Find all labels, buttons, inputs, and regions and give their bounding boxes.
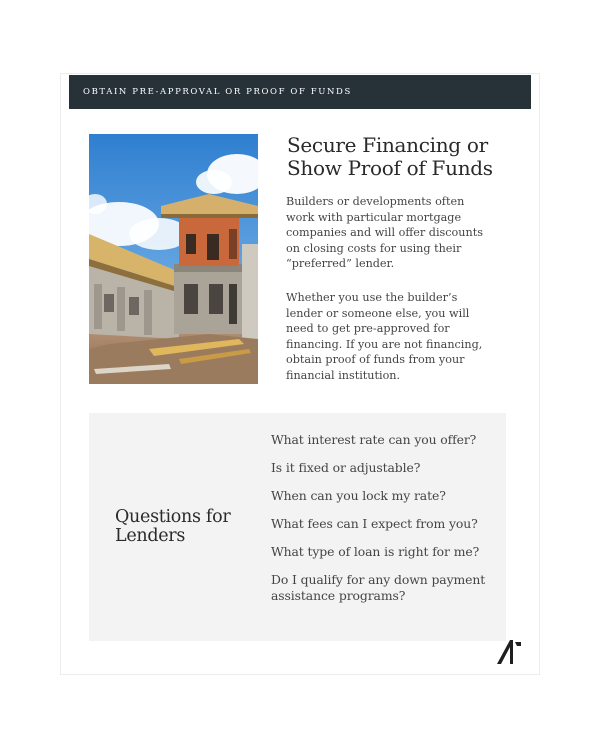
question-item: What type of loan is right for me? xyxy=(271,544,480,559)
question-item: Is it fixed or adjustable? xyxy=(271,460,421,475)
brand-logo-icon xyxy=(497,640,523,664)
question-item: What interest rate can you offer? xyxy=(271,432,477,447)
body-paragraph-1: Builders or developments often work with particular mortgage companies and will offer discounts on closing costs for using their “preferred” lender. xyxy=(286,195,483,271)
questions-heading: Questions for Lenders xyxy=(115,507,231,546)
question-item: When can you lock my rate? xyxy=(271,488,446,503)
section-title: Secure Financing or Show Proof of Funds xyxy=(287,133,493,180)
questions-list xyxy=(271,432,499,616)
section-header-title: OBTAIN PRE-APPROVAL OR PROOF OF FUNDS xyxy=(83,87,352,97)
body-paragraph-2: Whether you use the builder’s lender or someone else, you will need to get pre-approved for financing. If you are not financing, obtain proof of funds from your financial institution. xyxy=(286,291,483,382)
house-under-construction-photo xyxy=(89,134,258,384)
question-item: Do I qualify for any down payment assistance programs? xyxy=(271,572,486,603)
section-header-bar xyxy=(69,75,531,109)
question-item: What fees can I expect from you? xyxy=(271,516,478,531)
